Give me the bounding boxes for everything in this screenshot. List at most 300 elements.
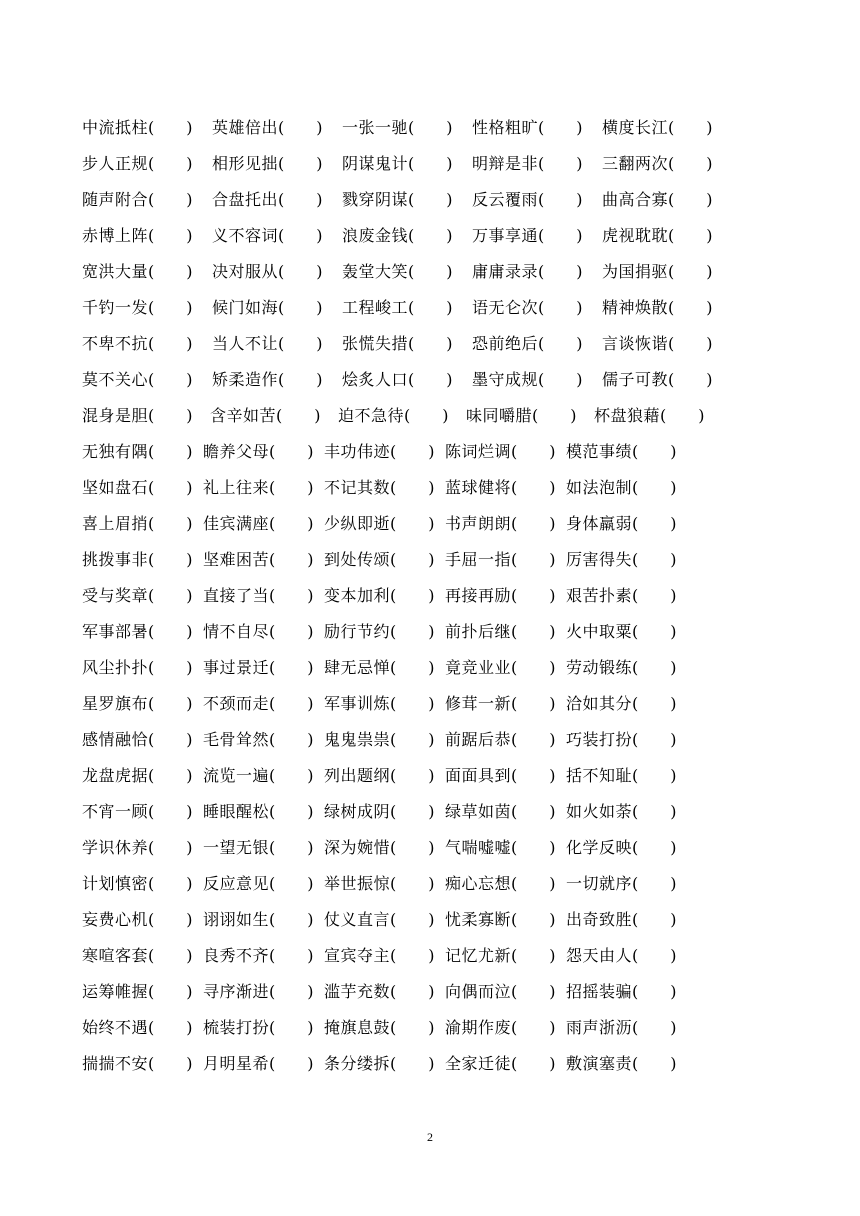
idiom-row (82, 364, 782, 400)
idiom-text: 矫柔造作 (212, 370, 279, 389)
answer-blank[interactable]: ( ) (148, 226, 193, 245)
answer-blank[interactable]: ( ) (511, 658, 556, 677)
answer-blank[interactable]: ( ) (390, 982, 435, 1001)
answer-blank[interactable]: ( ) (148, 478, 193, 497)
idiom-item (203, 472, 324, 504)
idiom-row (82, 976, 782, 1012)
idiom-text: 无独有隅 (82, 442, 149, 461)
answer-blank[interactable]: ( ) (511, 874, 556, 893)
idiom-text: 梳装打扮 (203, 1018, 270, 1037)
idiom-item (472, 184, 602, 216)
idiom-text: 不颈而走 (203, 694, 270, 713)
idiom-text: 一望无银 (203, 838, 270, 857)
idiom-item (212, 220, 342, 252)
idiom-item (82, 1048, 203, 1080)
idiom-text: 书声朗朗 (445, 514, 512, 533)
answer-blank[interactable]: ( ) (269, 586, 314, 605)
answer-blank[interactable]: ( ) (511, 910, 556, 929)
answer-blank[interactable]: ( ) (390, 442, 435, 461)
answer-blank[interactable]: ( ) (148, 586, 193, 605)
answer-blank[interactable]: ( ) (538, 370, 583, 389)
answer-blank[interactable]: ( ) (511, 838, 556, 857)
answer-blank[interactable]: ( ) (148, 622, 193, 641)
idiom-text: 性格粗旷 (472, 118, 539, 137)
answer-blank[interactable]: ( ) (632, 766, 677, 785)
idiom-text: 鬼鬼祟祟 (324, 730, 391, 749)
idiom-item (566, 652, 687, 684)
answer-blank[interactable]: ( ) (511, 1054, 556, 1073)
idiom-text: 面面具到 (445, 766, 512, 785)
answer-blank[interactable]: ( ) (632, 1018, 677, 1037)
answer-blank[interactable]: ( ) (668, 118, 713, 137)
idiom-item (82, 472, 203, 504)
answer-blank[interactable]: ( ) (148, 370, 193, 389)
idiom-text: 寻序渐进 (203, 982, 270, 1001)
idiom-text: 运筹帷握 (82, 982, 149, 1001)
idiom-item (212, 256, 342, 288)
idiom-item (445, 688, 566, 720)
answer-blank[interactable]: ( ) (632, 802, 677, 821)
idiom-text: 陈词烂调 (445, 442, 512, 461)
answer-blank[interactable]: ( ) (269, 982, 314, 1001)
answer-blank[interactable]: ( ) (511, 550, 556, 569)
idiom-item (82, 868, 203, 900)
answer-blank[interactable]: ( ) (511, 982, 556, 1001)
answer-blank[interactable]: ( ) (148, 442, 193, 461)
answer-blank[interactable]: ( ) (390, 694, 435, 713)
idiom-text: 受与奖章 (82, 586, 149, 605)
idiom-item (203, 616, 324, 648)
answer-blank[interactable]: ( ) (148, 838, 193, 857)
answer-blank[interactable]: ( ) (511, 586, 556, 605)
idiom-text: 招摇装骗 (566, 982, 633, 1001)
idiom-row (82, 400, 782, 436)
answer-blank[interactable]: ( ) (269, 658, 314, 677)
answer-blank[interactable]: ( ) (148, 730, 193, 749)
idiom-item (203, 1048, 324, 1080)
answer-blank[interactable]: ( ) (390, 946, 435, 965)
answer-blank[interactable]: ( ) (278, 298, 323, 317)
idiom-item (82, 436, 203, 468)
idiom-text: 痴心忘想 (445, 874, 512, 893)
answer-blank[interactable]: ( ) (408, 298, 453, 317)
idiom-text: 事过景迁 (203, 658, 270, 677)
answer-blank[interactable]: ( ) (668, 262, 713, 281)
answer-blank[interactable]: ( ) (269, 514, 314, 533)
idiom-text: 敷演塞责 (566, 1054, 633, 1073)
answer-blank[interactable]: ( ) (390, 910, 435, 929)
idiom-text: 滥芋充数 (324, 982, 391, 1001)
answer-blank[interactable]: ( ) (511, 694, 556, 713)
answer-blank[interactable]: ( ) (408, 118, 453, 137)
answer-blank[interactable]: ( ) (538, 298, 583, 317)
idiom-item (212, 112, 342, 144)
answer-blank[interactable]: ( ) (511, 766, 556, 785)
idiom-text: 不宵一顾 (82, 802, 149, 821)
answer-blank[interactable]: ( ) (408, 370, 453, 389)
idiom-text: 佳宾满座 (203, 514, 270, 533)
answer-blank[interactable]: ( ) (148, 550, 193, 569)
idiom-text: 良秀不齐 (203, 946, 270, 965)
idiom-item (566, 904, 687, 936)
idiom-item (566, 544, 687, 576)
idiom-text: 睡眼醒松 (203, 802, 270, 821)
idiom-item (324, 976, 445, 1008)
idiom-item (203, 976, 324, 1008)
idiom-item (342, 148, 472, 180)
idiom-text: 曲高合寡 (602, 190, 669, 209)
idiom-item (82, 112, 212, 144)
idiom-text: 流览一遍 (203, 766, 270, 785)
idiom-row (82, 940, 782, 976)
idiom-item (324, 1012, 445, 1044)
idiom-item (82, 652, 203, 684)
answer-blank[interactable]: ( ) (390, 622, 435, 641)
idiom-row (82, 724, 782, 760)
idiom-text: 恐前绝后 (472, 334, 539, 353)
answer-blank[interactable]: ( ) (538, 226, 583, 245)
idiom-text: 风尘扑扑 (82, 658, 149, 677)
answer-blank[interactable]: ( ) (511, 802, 556, 821)
idiom-text: 精神焕散 (602, 298, 669, 317)
idiom-text: 手屈一指 (445, 550, 512, 569)
answer-blank[interactable]: ( ) (148, 874, 193, 893)
idiom-item (324, 1048, 445, 1080)
answer-blank[interactable]: ( ) (668, 154, 713, 173)
answer-blank[interactable]: ( ) (538, 334, 583, 353)
answer-blank[interactable]: ( ) (278, 334, 323, 353)
answer-blank[interactable]: ( ) (511, 946, 556, 965)
answer-blank[interactable]: ( ) (390, 802, 435, 821)
idiom-item (342, 292, 472, 324)
idiom-item (212, 292, 342, 324)
answer-blank[interactable]: ( ) (390, 478, 435, 497)
idiom-item (566, 616, 687, 648)
idiom-item (212, 364, 342, 396)
answer-blank[interactable]: ( ) (632, 694, 677, 713)
idiom-text: 少纵即逝 (324, 514, 391, 533)
idiom-text: 月明星希 (203, 1054, 270, 1073)
answer-blank[interactable]: ( ) (408, 334, 453, 353)
idiom-item (203, 904, 324, 936)
idiom-item (472, 292, 602, 324)
answer-blank[interactable]: ( ) (148, 154, 193, 173)
idiom-item (594, 400, 722, 432)
idiom-text: 记忆尤新 (445, 946, 512, 965)
answer-blank[interactable]: ( ) (660, 406, 705, 425)
answer-blank[interactable]: ( ) (408, 190, 453, 209)
idiom-row (82, 436, 782, 472)
answer-blank[interactable]: ( ) (632, 730, 677, 749)
idiom-item (566, 472, 687, 504)
idiom-text: 军事部暑 (82, 622, 149, 641)
idiom-item (82, 724, 203, 756)
answer-blank[interactable]: ( ) (269, 1054, 314, 1073)
idiom-item (82, 220, 212, 252)
idiom-text: 励行节约 (324, 622, 391, 641)
idiom-text: 到处传颂 (324, 550, 391, 569)
idiom-item (342, 184, 472, 216)
answer-blank[interactable]: ( ) (148, 910, 193, 929)
answer-blank[interactable]: ( ) (632, 550, 677, 569)
idiom-item (203, 580, 324, 612)
answer-blank[interactable]: ( ) (408, 262, 453, 281)
idiom-row (82, 256, 782, 292)
answer-blank[interactable]: ( ) (148, 262, 193, 281)
idiom-row (82, 688, 782, 724)
idiom-text: 变本加利 (324, 586, 391, 605)
answer-blank[interactable]: ( ) (269, 910, 314, 929)
answer-blank[interactable]: ( ) (148, 1018, 193, 1037)
idiom-text: 条分缕拆 (324, 1054, 391, 1073)
idiom-item (82, 544, 203, 576)
idiom-item (472, 112, 602, 144)
idiom-item (445, 904, 566, 936)
idiom-item (566, 868, 687, 900)
idiom-text: 合盘托出 (212, 190, 279, 209)
answer-blank[interactable]: ( ) (278, 118, 323, 137)
idiom-row (82, 184, 782, 220)
idiom-item (445, 472, 566, 504)
idiom-text: 龙盘虎据 (82, 766, 149, 785)
idiom-item (445, 724, 566, 756)
answer-blank[interactable]: ( ) (269, 478, 314, 497)
answer-blank[interactable]: ( ) (538, 154, 583, 173)
answer-blank[interactable]: ( ) (276, 406, 321, 425)
answer-blank[interactable]: ( ) (148, 334, 193, 353)
idiom-item (566, 508, 687, 540)
idiom-item (445, 760, 566, 792)
answer-blank[interactable]: ( ) (390, 730, 435, 749)
idiom-text: 括不知耻 (566, 766, 633, 785)
idiom-row (82, 760, 782, 796)
idiom-text: 模范事绩 (566, 442, 633, 461)
idiom-item (324, 616, 445, 648)
answer-blank[interactable]: ( ) (390, 838, 435, 857)
answer-blank[interactable]: ( ) (148, 946, 193, 965)
answer-blank[interactable]: ( ) (269, 694, 314, 713)
answer-blank[interactable]: ( ) (269, 622, 314, 641)
answer-blank[interactable]: ( ) (278, 190, 323, 209)
idiom-text: 宽洪大量 (82, 262, 149, 281)
idiom-text: 竟竞业业 (445, 658, 512, 677)
answer-blank[interactable]: ( ) (532, 406, 577, 425)
answer-blank[interactable]: ( ) (148, 658, 193, 677)
answer-blank[interactable]: ( ) (148, 406, 193, 425)
answer-blank[interactable]: ( ) (269, 946, 314, 965)
answer-blank[interactable]: ( ) (269, 550, 314, 569)
idiom-text: 掩旗息鼓 (324, 1018, 391, 1037)
answer-blank[interactable]: ( ) (390, 766, 435, 785)
idiom-text: 全家迁徒 (445, 1054, 512, 1073)
idiom-text: 寒喧客套 (82, 946, 149, 965)
answer-blank[interactable]: ( ) (632, 658, 677, 677)
answer-blank[interactable]: ( ) (390, 1018, 435, 1037)
idiom-text: 莫不关心 (82, 370, 149, 389)
idiom-row (82, 328, 782, 364)
idiom-text: 再接再励 (445, 586, 512, 605)
answer-blank[interactable]: ( ) (632, 1054, 677, 1073)
answer-blank[interactable]: ( ) (390, 874, 435, 893)
idiom-text: 深为婉惜 (324, 838, 391, 857)
idiom-text: 浪废金钱 (342, 226, 409, 245)
idiom-item (203, 688, 324, 720)
answer-blank[interactable]: ( ) (148, 766, 193, 785)
idiom-row (82, 904, 782, 940)
answer-blank[interactable]: ( ) (148, 1054, 193, 1073)
idiom-item (566, 724, 687, 756)
idiom-item (602, 328, 732, 360)
idiom-text: 儒子可教 (602, 370, 669, 389)
answer-blank[interactable]: ( ) (278, 262, 323, 281)
idiom-row (82, 1048, 782, 1084)
idiom-text: 瞻养父母 (203, 442, 270, 461)
idiom-item (203, 832, 324, 864)
idiom-text: 情不自尽 (203, 622, 270, 641)
answer-blank[interactable]: ( ) (668, 370, 713, 389)
idiom-text: 语无仑次 (472, 298, 539, 317)
idiom-item (566, 832, 687, 864)
idiom-row (82, 1012, 782, 1048)
answer-blank[interactable]: ( ) (511, 478, 556, 497)
answer-blank[interactable]: ( ) (538, 262, 583, 281)
idiom-item (445, 1048, 566, 1080)
idiom-item (82, 580, 203, 612)
idiom-text: 含辛如苦 (210, 406, 277, 425)
idiom-text: 横度长江 (602, 118, 669, 137)
idiom-text: 始终不遇 (82, 1018, 149, 1037)
idiom-text: 绿草如茵 (445, 802, 512, 821)
idiom-item (82, 976, 203, 1008)
idiom-item (445, 832, 566, 864)
answer-blank[interactable]: ( ) (148, 190, 193, 209)
answer-blank[interactable]: ( ) (511, 730, 556, 749)
idiom-item (203, 652, 324, 684)
idiom-item (342, 256, 472, 288)
answer-blank[interactable]: ( ) (632, 478, 677, 497)
answer-blank[interactable]: ( ) (278, 226, 323, 245)
idiom-row (82, 832, 782, 868)
idiom-text: 举世振惊 (324, 874, 391, 893)
idiom-item (203, 940, 324, 972)
idiom-item (342, 364, 472, 396)
idiom-item (445, 796, 566, 828)
idiom-item (566, 760, 687, 792)
idiom-text: 烩炙人口 (342, 370, 409, 389)
answer-blank[interactable]: ( ) (632, 442, 677, 461)
answer-blank[interactable]: ( ) (269, 838, 314, 857)
answer-blank[interactable]: ( ) (408, 154, 453, 173)
idiom-item (82, 688, 203, 720)
idiom-text: 军事训炼 (324, 694, 391, 713)
idiom-item (82, 148, 212, 180)
idiom-text: 雨声浙沥 (566, 1018, 633, 1037)
idiom-item (324, 832, 445, 864)
idiom-text: 英雄倍出 (212, 118, 279, 137)
answer-blank[interactable]: ( ) (632, 586, 677, 605)
answer-blank[interactable]: ( ) (408, 226, 453, 245)
answer-blank[interactable]: ( ) (269, 1018, 314, 1037)
answer-blank[interactable]: ( ) (148, 802, 193, 821)
idiom-text: 张慌失措 (342, 334, 409, 353)
answer-blank[interactable]: ( ) (269, 874, 314, 893)
answer-blank[interactable]: ( ) (511, 442, 556, 461)
idiom-row (82, 796, 782, 832)
idiom-text: 一切就序 (566, 874, 633, 893)
idiom-item (472, 364, 602, 396)
answer-blank[interactable]: ( ) (511, 622, 556, 641)
answer-blank[interactable]: ( ) (269, 730, 314, 749)
answer-blank[interactable]: ( ) (632, 622, 677, 641)
answer-blank[interactable]: ( ) (632, 910, 677, 929)
idiom-text: 巧装打扮 (566, 730, 633, 749)
answer-blank[interactable]: ( ) (269, 802, 314, 821)
idiom-row (82, 868, 782, 904)
answer-blank[interactable]: ( ) (148, 982, 193, 1001)
idiom-text: 如火如荼 (566, 802, 633, 821)
idiom-text: 火中取粟 (566, 622, 633, 641)
idiom-text: 诩诩如生 (203, 910, 270, 929)
answer-blank[interactable]: ( ) (390, 550, 435, 569)
idiom-text: 为国捐驱 (602, 262, 669, 281)
answer-blank[interactable]: ( ) (390, 1054, 435, 1073)
idiom-item (602, 364, 732, 396)
answer-blank[interactable]: ( ) (511, 514, 556, 533)
idiom-text: 墨守成规 (472, 370, 539, 389)
answer-blank[interactable]: ( ) (148, 298, 193, 317)
answer-blank[interactable]: ( ) (148, 514, 193, 533)
idiom-text: 明辩是非 (472, 154, 539, 173)
idiom-item (602, 148, 732, 180)
idiom-text: 出奇致胜 (566, 910, 633, 929)
answer-blank[interactable]: ( ) (632, 982, 677, 1001)
answer-blank[interactable]: ( ) (148, 694, 193, 713)
answer-blank[interactable]: ( ) (538, 118, 583, 137)
answer-blank[interactable]: ( ) (390, 586, 435, 605)
idiom-text: 厉害得失 (566, 550, 633, 569)
answer-blank[interactable]: ( ) (632, 874, 677, 893)
answer-blank[interactable]: ( ) (668, 334, 713, 353)
idiom-text: 言谈恢谐 (602, 334, 669, 353)
idiom-item (324, 940, 445, 972)
answer-blank[interactable]: ( ) (632, 946, 677, 965)
answer-blank[interactable]: ( ) (148, 118, 193, 137)
answer-blank[interactable]: ( ) (632, 838, 677, 857)
idiom-text: 三翻两次 (602, 154, 669, 173)
answer-blank[interactable]: ( ) (538, 190, 583, 209)
answer-blank[interactable]: ( ) (404, 406, 449, 425)
answer-blank[interactable]: ( ) (668, 298, 713, 317)
idiom-text: 候门如海 (212, 298, 279, 317)
idiom-item (566, 940, 687, 972)
idiom-item (445, 652, 566, 684)
answer-blank[interactable]: ( ) (278, 370, 323, 389)
answer-blank[interactable]: ( ) (269, 766, 314, 785)
answer-blank[interactable]: ( ) (632, 514, 677, 533)
idiom-text: 绿树成阴 (324, 802, 391, 821)
answer-blank[interactable]: ( ) (668, 226, 713, 245)
idiom-item (82, 832, 203, 864)
answer-blank[interactable]: ( ) (390, 514, 435, 533)
answer-blank[interactable]: ( ) (390, 658, 435, 677)
idiom-text: 肆无忌惮 (324, 658, 391, 677)
idiom-row (82, 580, 782, 616)
answer-blank[interactable]: ( ) (668, 190, 713, 209)
answer-blank[interactable]: ( ) (278, 154, 323, 173)
answer-blank[interactable]: ( ) (269, 442, 314, 461)
idiom-item (324, 472, 445, 504)
answer-blank[interactable]: ( ) (511, 1018, 556, 1037)
